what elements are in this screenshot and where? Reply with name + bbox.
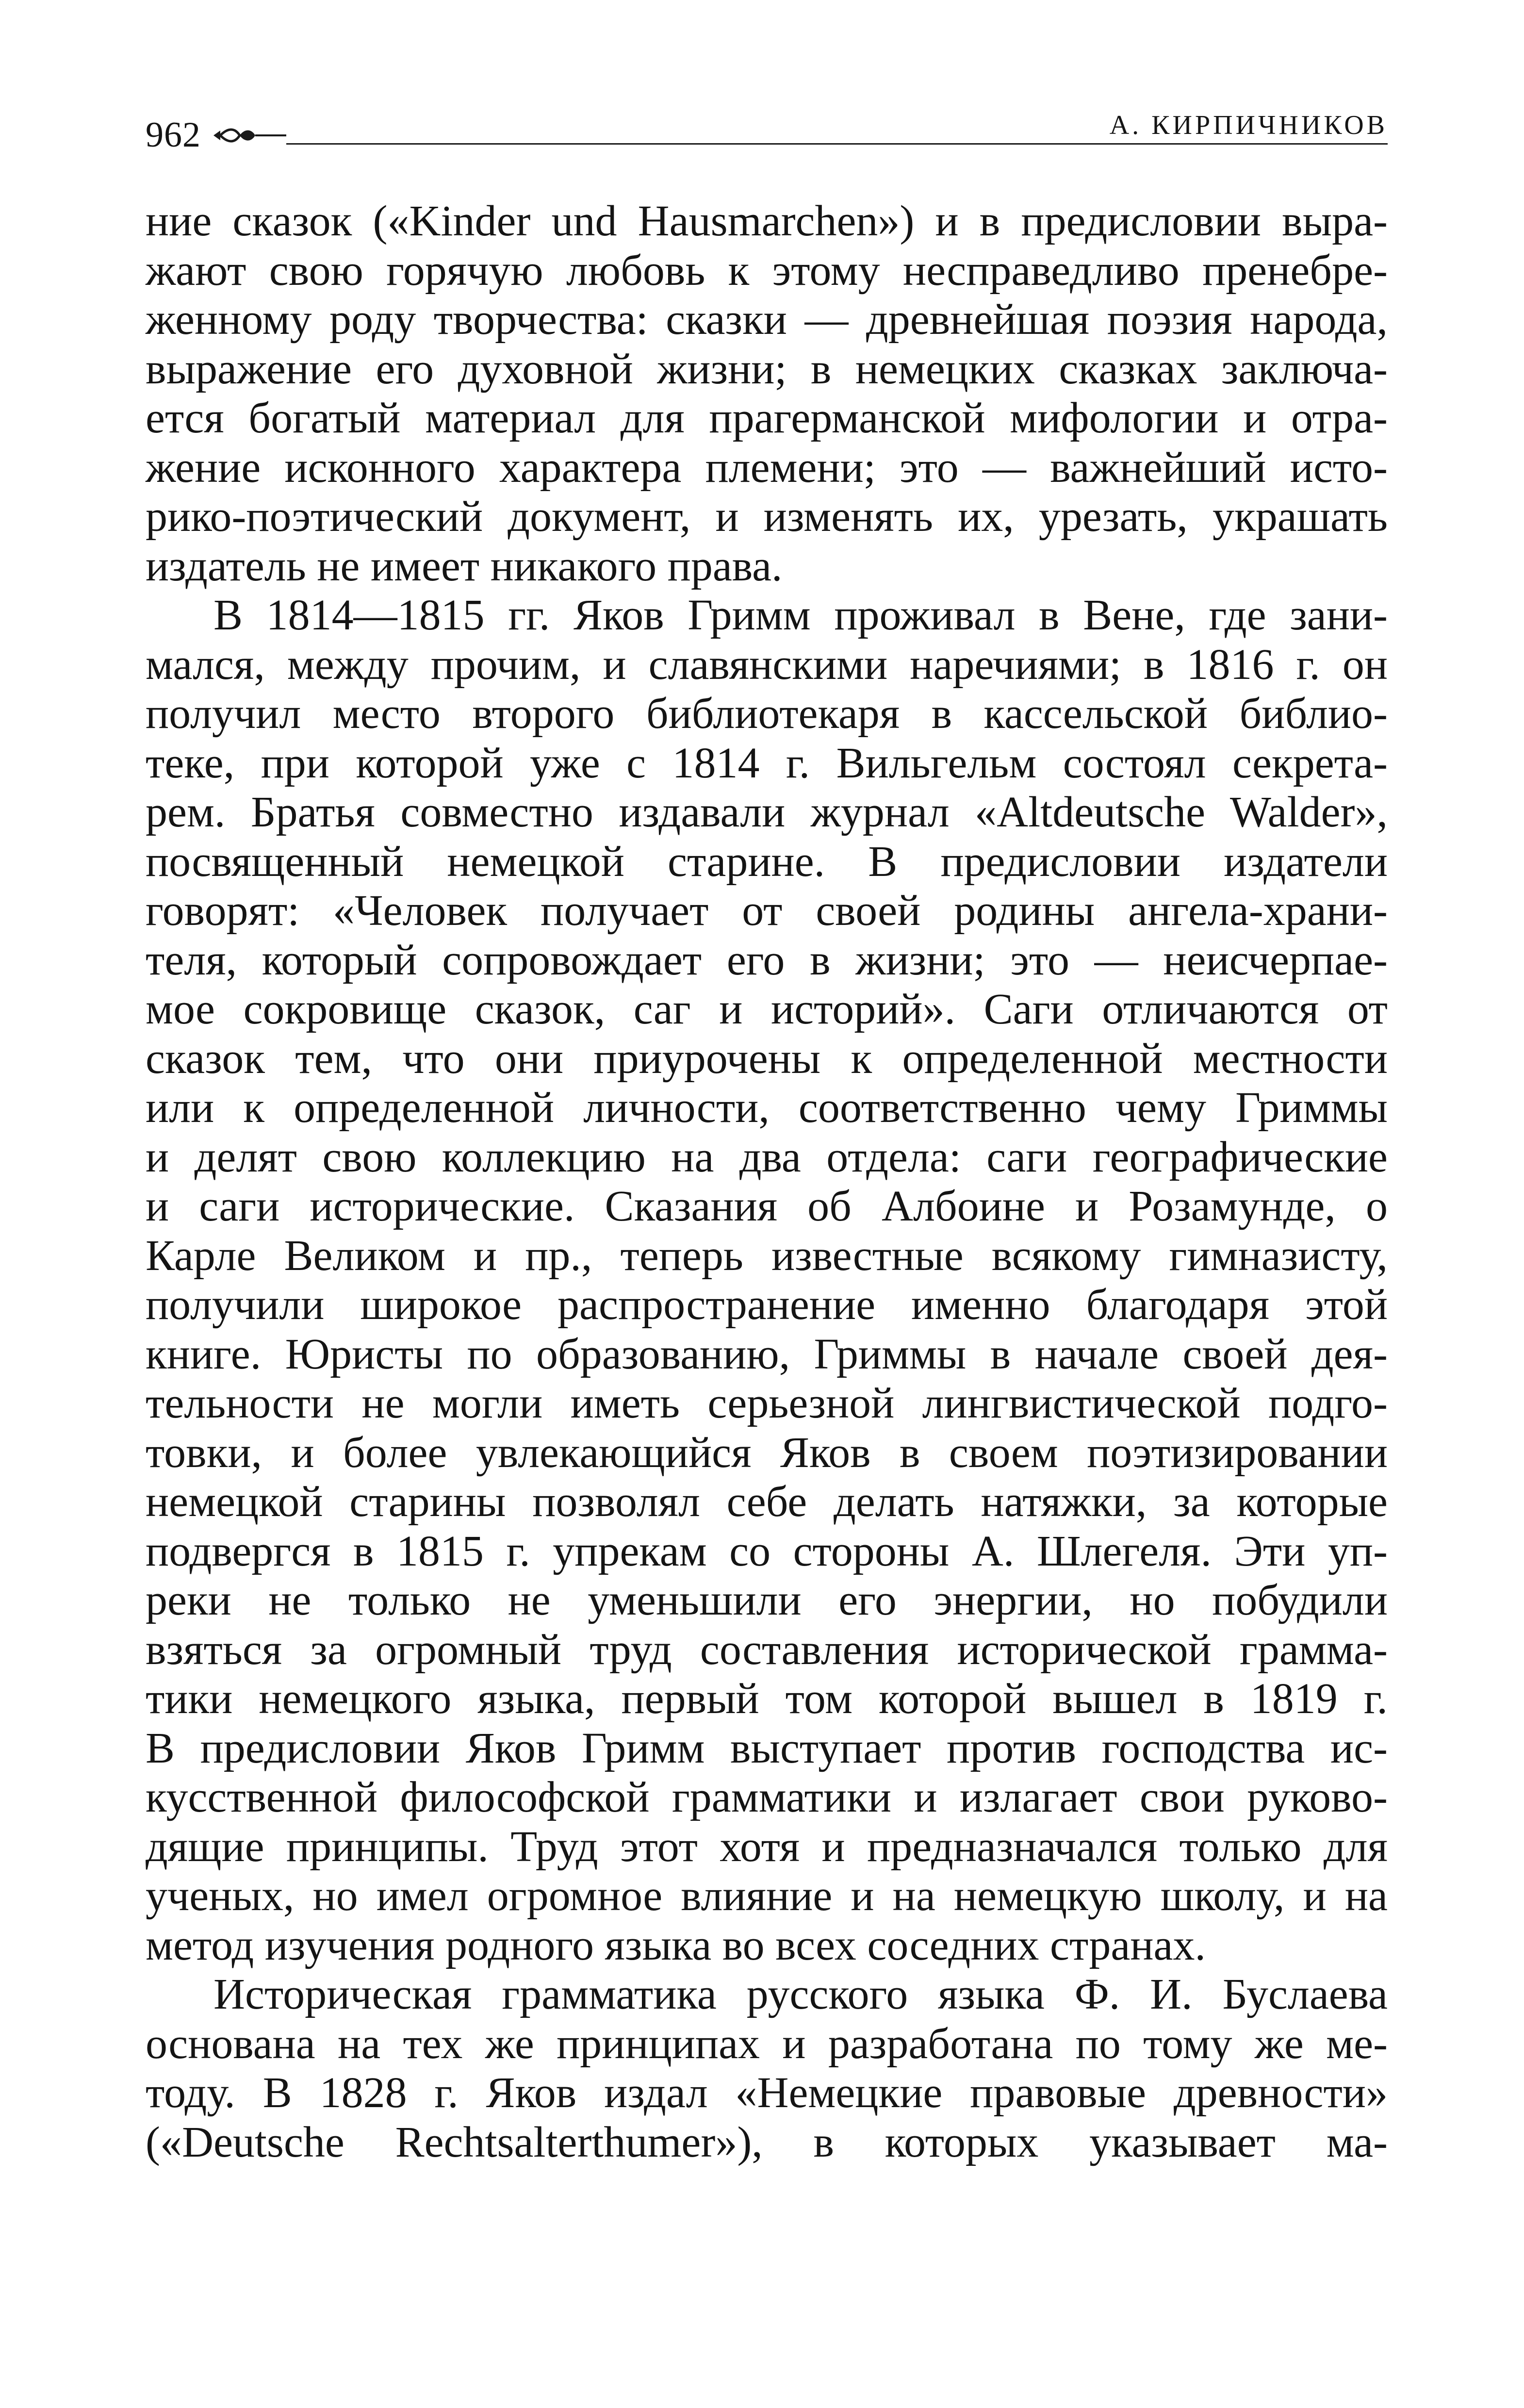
text-line: и саги исторические. Сказания об Албоине и Розамунде, о bbox=[146, 1182, 1388, 1230]
text-line: выражение его духовной жизни; в немецких сказках заключа- bbox=[146, 345, 1388, 393]
text-line: Карле Великом и пр., теперь известные всякому гимназисту, bbox=[146, 1231, 1388, 1280]
text-line: ние сказок («Kinder und Hausmarchen») и в предисловии выра- bbox=[146, 197, 1388, 245]
text-line: немецкой старины позволял себе делать натяжки, за которые bbox=[146, 1478, 1388, 1526]
running-header-author: А. КИРПИЧНИКОВ bbox=[1109, 110, 1388, 140]
text-line: взяться за огромный труд составления исторической грамма- bbox=[146, 1625, 1388, 1674]
paragraph-2 bbox=[146, 591, 1388, 1970]
text-line: теля, который сопровождает его в жизни; это — неисчерпае- bbox=[146, 936, 1388, 984]
text-line: метод изучения родного языка во всех соседних странах. bbox=[146, 1921, 1206, 1969]
body-text bbox=[146, 197, 1388, 2167]
text-line: рико-поэтический документ, и изменять их, урезать, украшать bbox=[146, 493, 1388, 541]
text-line: издатель не имеет никакого права. bbox=[146, 542, 783, 590]
text-line: жают свою горячую любовь к этому несправедливо пренебре- bbox=[146, 246, 1388, 295]
text-line: подвергся в 1815 г. упрекам со стороны А. Шлегеля. Эти уп- bbox=[146, 1527, 1388, 1575]
text-line: получили широкое распространение именно благодаря этой bbox=[146, 1281, 1388, 1329]
text-line: («Deutsche Rechtsalterthumer»), в которых указывает ма- bbox=[146, 2118, 1388, 2166]
text-line: говорят: «Человек получает от своей родины ангела-храни- bbox=[146, 887, 1388, 935]
text-line: получил место второго библиотекаря в кассельской библио- bbox=[146, 690, 1388, 738]
text-line: ученых, но имел огромное влияние и на немецкую школу, и на bbox=[146, 1872, 1388, 1920]
text-line: и делят свою коллекцию на два отдела: саги географические bbox=[146, 1133, 1388, 1181]
text-line: ется богатый материал для прагерманской мифологии и отра- bbox=[146, 394, 1388, 442]
text-line: тоду. В 1828 г. Яков издал «Немецкие правовые древности» bbox=[146, 2069, 1388, 2117]
paragraph-1 bbox=[146, 197, 1388, 591]
page-number: 962 bbox=[146, 115, 201, 155]
paragraph-3 bbox=[146, 1970, 1388, 2167]
running-header bbox=[146, 109, 1388, 163]
text-line: мое сокровище сказок, саг и историй». Саги отличаются от bbox=[146, 985, 1388, 1033]
text-line: тельности не могли иметь серьезной лингвистической подго- bbox=[146, 1379, 1388, 1427]
text-line: мался, между прочим, и славянскими наречиями; в 1816 г. он bbox=[146, 640, 1388, 689]
text-line: рем. Братья совместно издавали журнал «Altdeutsche Walder», bbox=[146, 788, 1388, 836]
text-line: сказок тем, что они приурочены к определенной местности bbox=[146, 1034, 1388, 1083]
text-line: Историческая грамматика русского языка Ф. И. Буслаева bbox=[213, 1970, 1388, 2018]
fleuron-ornament-icon bbox=[213, 126, 286, 145]
text-line: В 1814—1815 гг. Яков Гримм проживал в Вене, где зани- bbox=[213, 591, 1388, 639]
text-line: теке, при которой уже с 1814 г. Вильгельм состоял секрета- bbox=[146, 739, 1388, 787]
header-rule bbox=[286, 143, 1388, 145]
text-line: кусственной философской грамматики и излагает свои руково- bbox=[146, 1773, 1388, 1821]
text-line: В предисловии Яков Гримм выступает против господства ис- bbox=[146, 1724, 1388, 1772]
text-line: женному роду творчества: сказки — древнейшая поэзия народа, bbox=[146, 296, 1388, 344]
text-line: посвященный немецкой старине. В предисловии издатели bbox=[146, 837, 1388, 886]
text-line: реки не только не уменьшили его энергии, но побудили bbox=[146, 1576, 1388, 1624]
text-line: дящие принципы. Труд этот хотя и предназначался только для bbox=[146, 1822, 1388, 1871]
text-line: книге. Юристы по образованию, Гриммы в начале своей дея- bbox=[146, 1330, 1388, 1378]
text-line: основана на тех же принципах и разработана по тому же ме- bbox=[146, 2019, 1388, 2068]
text-line: или к определенной личности, соответственно чему Гриммы bbox=[146, 1084, 1388, 1132]
text-line: товки, и более увлекающийся Яков в своем поэтизировании bbox=[146, 1428, 1388, 1477]
text-line: жение исконного характера племени; это — важнейший исто- bbox=[146, 443, 1388, 492]
text-line: тики немецкого языка, первый том которой вышел в 1819 г. bbox=[146, 1675, 1388, 1723]
